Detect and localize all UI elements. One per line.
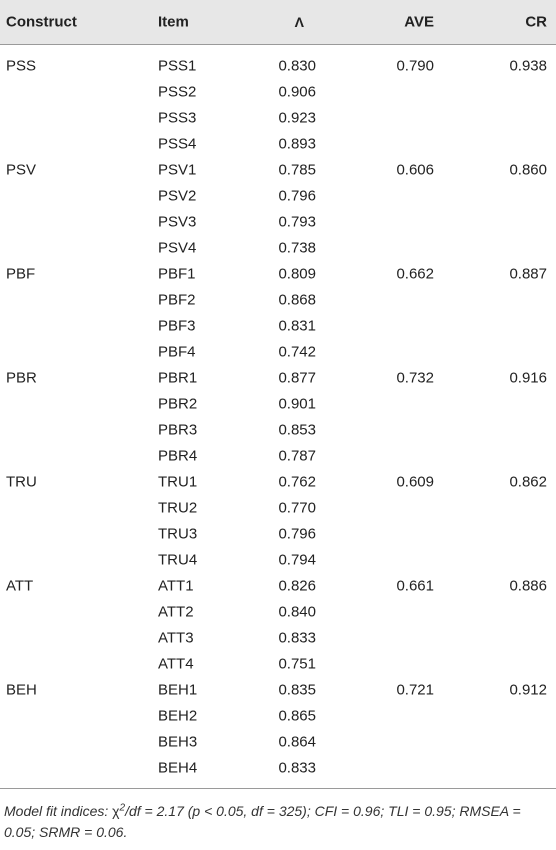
table-row: [0, 651, 556, 677]
cell-cr: 0.886: [509, 577, 547, 595]
cell-item: PBF2: [158, 291, 196, 309]
cell-item: ATT4: [158, 655, 194, 673]
table-row: [0, 625, 556, 651]
cell-cr: 0.860: [509, 161, 547, 179]
table-row: [0, 573, 556, 599]
cell-construct: BEH: [6, 681, 37, 699]
table-row: [0, 339, 556, 365]
cell-lambda: 0.751: [278, 655, 316, 673]
table-row: [0, 313, 556, 339]
footnote-chi: χ: [112, 803, 120, 819]
cell-lambda: 0.830: [278, 57, 316, 75]
cell-lambda: 0.893: [278, 135, 316, 153]
cell-lambda: 0.796: [278, 187, 316, 205]
table-row: [0, 703, 556, 729]
cell-lambda: 0.835: [278, 681, 316, 699]
table-row: [0, 261, 556, 287]
table-row: [0, 79, 556, 105]
cell-lambda: 0.868: [278, 291, 316, 309]
cell-lambda: 0.840: [278, 603, 316, 621]
cell-item: PSS4: [158, 135, 197, 153]
table-row: [0, 547, 556, 573]
table-row: [0, 209, 556, 235]
table-row: [0, 469, 556, 495]
cell-item: TRU3: [158, 525, 198, 543]
cell-item: PBR1: [158, 369, 198, 387]
cell-item: PSV2: [158, 187, 197, 205]
cell-lambda: 0.742: [278, 343, 316, 361]
cell-construct: PSV: [6, 161, 37, 179]
cell-ave: 0.661: [396, 577, 434, 595]
cell-cr: 0.887: [509, 265, 547, 283]
table-row: [0, 495, 556, 521]
cell-cr: 0.938: [509, 57, 547, 75]
cell-lambda: 0.831: [278, 317, 316, 335]
table-body: [0, 45, 556, 781]
cell-construct: PSS: [6, 57, 37, 75]
cell-item: TRU1: [158, 473, 198, 491]
cell-lambda: 0.833: [278, 759, 316, 777]
table-row: [0, 53, 556, 79]
cell-item: PBF4: [158, 343, 196, 361]
cell-construct: PBR: [6, 369, 37, 387]
cell-lambda: 0.865: [278, 707, 316, 725]
cell-item: TRU4: [158, 551, 198, 569]
cell-cr: 0.916: [509, 369, 547, 387]
cell-ave: 0.606: [396, 161, 434, 179]
footnote-prefix: Model fit indices:: [4, 803, 113, 819]
cell-item: ATT1: [158, 577, 194, 595]
table-row: [0, 287, 556, 313]
cell-lambda: 0.794: [278, 551, 316, 569]
cell-ave: 0.662: [396, 265, 434, 283]
cell-lambda: 0.826: [278, 577, 316, 595]
table-row: [0, 729, 556, 755]
table-row: [0, 755, 556, 781]
cell-item: PBR2: [158, 395, 198, 413]
cell-item: PSS1: [158, 57, 197, 75]
footnote-superscript: 2: [119, 802, 126, 814]
cell-lambda: 0.787: [278, 447, 316, 465]
cell-lambda: 0.864: [278, 733, 316, 751]
cell-construct: ATT: [6, 577, 34, 595]
cell-item: PBR3: [158, 421, 198, 439]
cell-lambda: 0.923: [278, 109, 316, 127]
cell-lambda: 0.785: [278, 161, 316, 179]
table-header-row: [0, 0, 556, 45]
header-lambda: Λ: [294, 14, 304, 30]
cell-item: BEH4: [158, 759, 198, 777]
header-item: Item: [158, 13, 189, 31]
table-row: [0, 599, 556, 625]
cell-item: BEH3: [158, 733, 198, 751]
cell-item: PSV4: [158, 239, 197, 257]
table-row: [0, 391, 556, 417]
cell-item: PSS2: [158, 83, 197, 101]
cell-cr: 0.912: [509, 681, 547, 699]
table-row: [0, 235, 556, 261]
table-footnote: [0, 789, 556, 843]
cell-lambda: 0.901: [278, 395, 316, 413]
table-row: [0, 521, 556, 547]
table-row: [0, 677, 556, 703]
cell-construct: PBF: [6, 265, 36, 283]
footnote-text: /df = 2.17 (p < 0.05, df = 325); CFI = 0.96; TLI = 0.95; RMSEA = 0.05; SRMR = 0.06.: [4, 803, 521, 840]
table-row: [0, 365, 556, 391]
cell-cr: 0.862: [509, 473, 547, 491]
cell-item: PBF3: [158, 317, 196, 335]
cell-item: ATT3: [158, 629, 194, 647]
cell-lambda: 0.762: [278, 473, 316, 491]
cell-lambda: 0.833: [278, 629, 316, 647]
table-row: [0, 417, 556, 443]
cell-item: BEH1: [158, 681, 198, 699]
cell-lambda: 0.796: [278, 525, 316, 543]
table-row: [0, 183, 556, 209]
header-construct: Construct: [6, 13, 77, 31]
cell-construct: TRU: [6, 473, 37, 491]
cell-lambda: 0.738: [278, 239, 316, 257]
cell-item: TRU2: [158, 499, 198, 517]
cell-lambda: 0.906: [278, 83, 316, 101]
cell-ave: 0.790: [396, 57, 434, 75]
cell-lambda: 0.809: [278, 265, 316, 283]
cell-ave: 0.609: [396, 473, 434, 491]
cell-ave: 0.721: [396, 681, 434, 699]
header-cr: CR: [525, 13, 547, 31]
cell-item: PSV3: [158, 213, 197, 231]
cell-item: PSS3: [158, 109, 197, 127]
cell-item: ATT2: [158, 603, 194, 621]
header-ave: AVE: [404, 13, 434, 31]
cell-lambda: 0.853: [278, 421, 316, 439]
cell-item: PBR4: [158, 447, 198, 465]
table-row: [0, 105, 556, 131]
cell-item: PSV1: [158, 161, 197, 179]
table-row: [0, 443, 556, 469]
cell-lambda: 0.877: [278, 369, 316, 387]
cell-lambda: 0.770: [278, 499, 316, 517]
cell-item: BEH2: [158, 707, 198, 725]
cell-lambda: 0.793: [278, 213, 316, 231]
cell-ave: 0.732: [396, 369, 434, 387]
cell-item: PBF1: [158, 265, 196, 283]
table-row: [0, 131, 556, 157]
table-row: [0, 157, 556, 183]
